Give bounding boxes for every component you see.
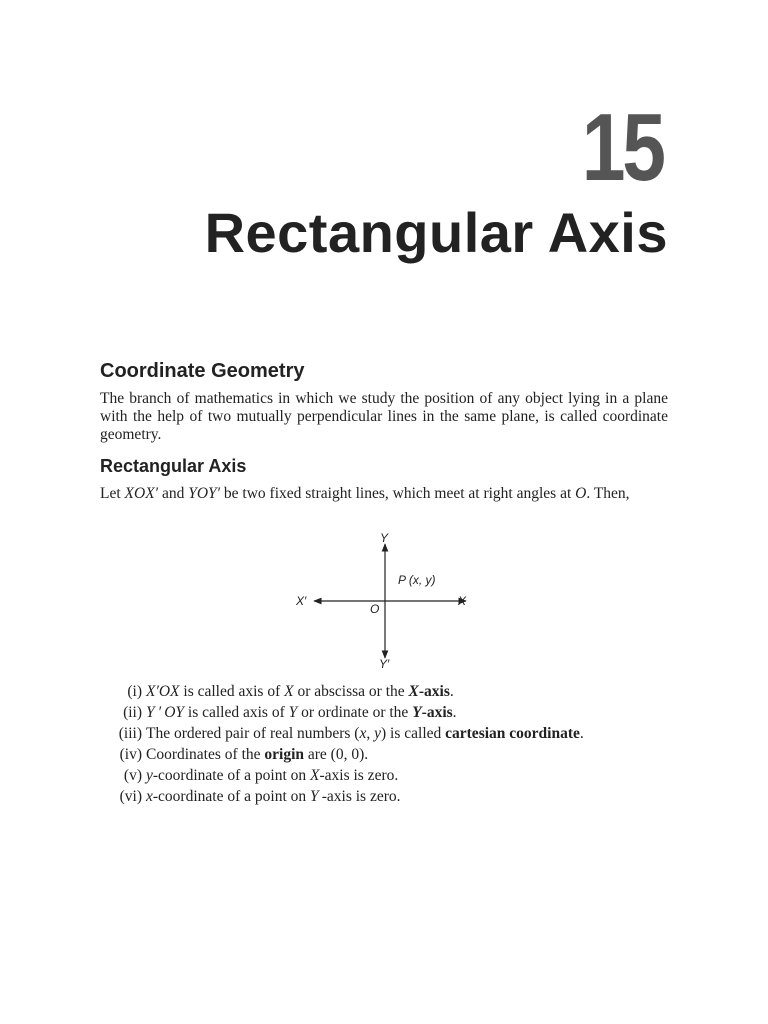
bold-term: origin: [264, 746, 305, 763]
label-y: Y: [380, 531, 389, 545]
text: are (0, 0).: [304, 746, 369, 763]
intro-text: Let: [100, 485, 125, 502]
text: .: [452, 704, 457, 721]
text: Coordinates of the: [146, 746, 265, 763]
intro-text: be two fixed straight lines, which meet at right angles at: [220, 485, 576, 502]
list-text: [146, 682, 668, 702]
label-point-p: P (x, y): [398, 573, 436, 587]
math-var: X: [310, 767, 320, 784]
math-var: X′OX: [146, 683, 180, 700]
math-var: Y: [288, 704, 298, 721]
math-var: Y: [310, 788, 319, 805]
list-text: [146, 724, 668, 744]
list-item: [100, 682, 668, 702]
axes-diagram: [270, 530, 490, 670]
text: is called axis of: [179, 683, 285, 700]
list-number: (iv): [119, 746, 142, 763]
bold-term: cartesian coordinate: [445, 725, 580, 742]
coordinate-geometry-paragraph: The branch of mathematics in which we study the position of any object lying in a plane with the help of two mutually perpendicular lines in the same plane, is called coordinate geometry.: [100, 390, 668, 443]
text: ) is called: [381, 725, 446, 742]
list-text: [146, 745, 668, 765]
text: .: [449, 683, 454, 700]
list-text: [146, 766, 668, 786]
math-var: y: [146, 767, 153, 784]
text: or ordinate or the: [297, 704, 413, 721]
text: or abscissa or the: [293, 683, 409, 700]
list-item: [100, 724, 668, 744]
math-var: y: [374, 725, 381, 742]
math-var: X: [284, 683, 294, 700]
list-item: [100, 745, 668, 765]
list-item: [100, 787, 668, 807]
math-var: x: [359, 725, 367, 742]
bold-term: -axis: [418, 683, 450, 700]
intro-var: YOY′: [188, 485, 221, 502]
section-heading-rectangular-axis: Rectangular Axis: [100, 456, 247, 476]
list-text: [146, 703, 668, 723]
list-item: [100, 703, 668, 723]
list-number: (v): [123, 767, 142, 784]
list-number: (ii): [123, 704, 142, 721]
label-x-prime: X′: [296, 594, 307, 608]
text: .: [579, 725, 584, 742]
text: The ordered pair of real numbers (: [146, 725, 360, 742]
bold-term: -axis: [421, 704, 453, 721]
intro-var: XOX′: [124, 485, 159, 502]
list-number: (i): [127, 683, 142, 700]
math-var: Y ′ OY: [146, 704, 185, 721]
text: -coordinate of a point on: [152, 788, 310, 805]
text: ,: [366, 725, 375, 742]
text: -axis is zero.: [319, 767, 399, 784]
math-var: x: [146, 788, 153, 805]
text: -coordinate of a point on: [152, 767, 310, 784]
chapter-number: 15: [581, 94, 663, 201]
axis-facts-list: [100, 682, 668, 808]
list-item: [100, 766, 668, 786]
section-heading-coordinate-geometry: Coordinate Geometry: [100, 360, 305, 382]
text: -axis is zero.: [318, 788, 401, 805]
rectangular-axis-intro: [100, 485, 668, 503]
list-number: (vi): [119, 788, 142, 805]
label-y-prime: Y′: [379, 657, 390, 670]
intro-text: . Then,: [586, 485, 630, 502]
bold-term: Y: [412, 704, 422, 721]
text: is called axis of: [184, 704, 289, 721]
intro-text: and: [158, 485, 189, 502]
list-number: (iii): [118, 725, 142, 742]
label-origin: O: [370, 602, 380, 616]
bold-term: X: [408, 683, 419, 700]
label-x: X: [458, 594, 467, 608]
chapter-title: Rectangular Axis: [204, 201, 668, 264]
list-text: [146, 787, 668, 807]
intro-var: O: [575, 485, 587, 502]
